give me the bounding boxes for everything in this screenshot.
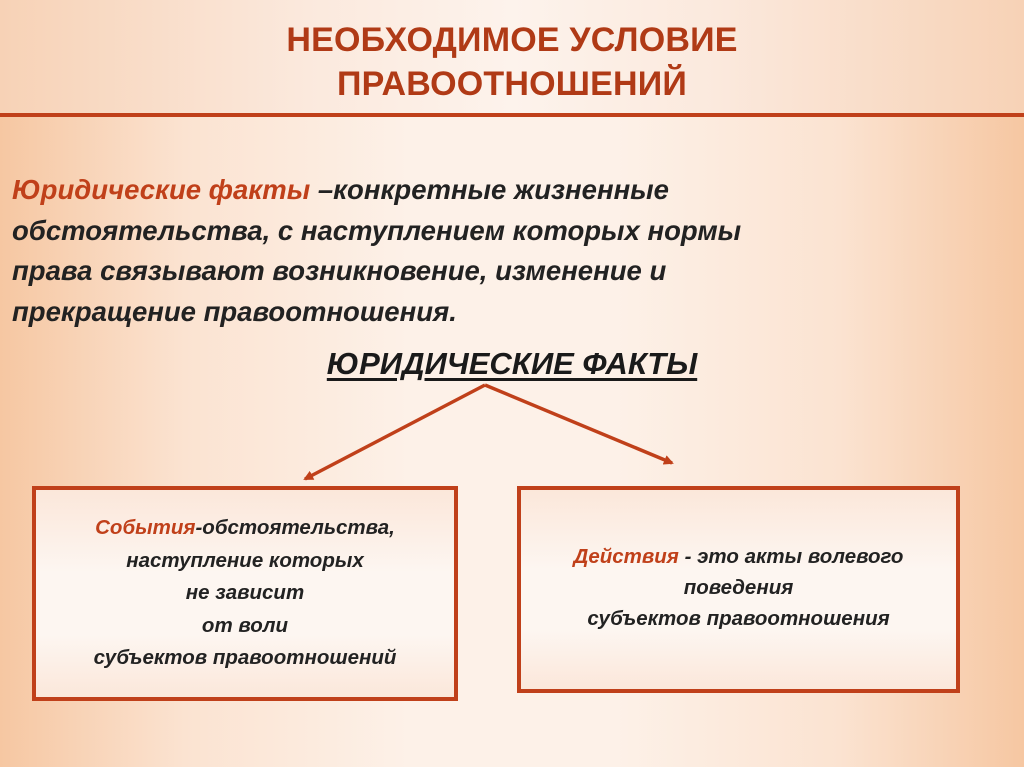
definition-line-2: обстоятельства, с наступлением которых нормы xyxy=(12,214,742,246)
actions-line-2: поведения xyxy=(683,576,794,599)
definition-term: Юридические факты xyxy=(12,174,311,205)
events-box-text xyxy=(94,512,397,675)
definition-line-1 xyxy=(12,170,1012,211)
definition-line-4: прекращение правоотношения. xyxy=(12,295,457,327)
actions-box-text xyxy=(574,541,904,634)
page-title-line-2: ПРАВООТНОШЕНИЙ xyxy=(336,65,688,103)
definition-line-3: права связывают возникновение, изменение и xyxy=(12,255,667,286)
page-title xyxy=(0,18,1024,106)
events-box xyxy=(32,486,458,701)
actions-line-3: субъектов правоотношения xyxy=(587,607,890,630)
events-line-2: наступление которых xyxy=(126,548,364,572)
definition-paragraph xyxy=(12,170,1012,332)
title-divider xyxy=(0,113,1024,117)
arrow-to-events xyxy=(305,385,485,479)
events-line-3: не зависит xyxy=(185,581,305,605)
actions-line-1 xyxy=(574,541,904,572)
actions-term: Действия xyxy=(573,545,679,568)
actions-line-1-text: - это акты волевого xyxy=(678,545,904,568)
events-term: События xyxy=(95,516,196,540)
facts-heading xyxy=(0,344,1024,384)
arrow-to-actions xyxy=(485,385,672,463)
actions-box xyxy=(517,486,960,693)
events-line-1-text: -обстоятельства, xyxy=(195,516,395,540)
events-line-5: субъектов правоотношений xyxy=(93,646,397,670)
events-line-1 xyxy=(94,512,397,545)
definition-line-1-text: –конкретные жизненные xyxy=(310,174,669,205)
events-line-4: от воли xyxy=(201,613,289,637)
page-title-line-1: НЕОБХОДИМОЕ УСЛОВИЕ xyxy=(286,21,738,59)
facts-heading-text: ЮРИДИЧЕСКИЕ ФАКТЫ xyxy=(326,346,698,381)
